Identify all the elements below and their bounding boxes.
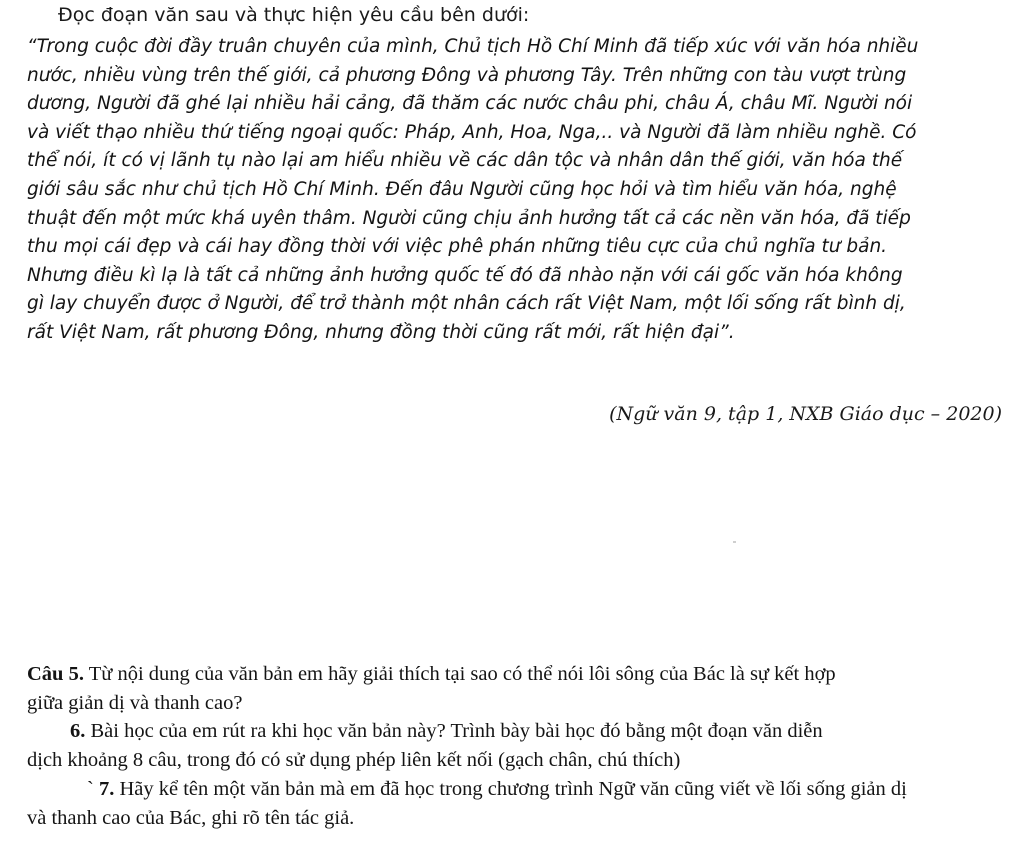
passage-line: giới sâu sắc như chủ tịch Hồ Chí Minh. Đến đâu Người cũng học hỏi và tìm hiểu văn hóa, nghệ (27, 178, 897, 200)
instruction-heading: Đọc đoạn văn sau và thực hiện yêu cầu bên dưới: (58, 4, 530, 26)
question-5-text: Từ nội dung của văn bản em hãy giải thích tại sao có thể nói lôi sông của Bác là sự kết hợp (83, 663, 836, 685)
passage-line: và viết thạo nhiều thứ tiếng ngoại quốc: Pháp, Anh, Hoa, Nga,.. và Người đã làm nhiều nghề. Có (27, 121, 917, 143)
question-7-text: Hãy kể tên một văn bản mà em đã học trong chương trình Ngữ văn cũng viết về lối sống giản dị (114, 777, 907, 800)
passage-line: “Trong cuộc đời đầy truân chuyên của mình, Chủ tịch Hồ Chí Minh đã tiếp xúc với văn hóa nhiều (27, 36, 919, 57)
question-7-line-2: và thanh cao của Bác, ghi rõ tên tác giả. (27, 806, 355, 829)
passage-line: rất Việt Nam, rất phương Đông, nhưng đồng thời cũng rất mới, rất hiện đại”. (27, 321, 735, 343)
question-7-label: 7. (98, 777, 115, 800)
question-7-line-1 (27, 775, 1012, 804)
question-5-label: Câu 5. (27, 663, 84, 685)
passage-line: gì lay chuyển được ở Người, để trở thành một nhân cách rất Việt Nam, một lối sống rất bình dị, (27, 293, 906, 315)
scan-speck (733, 541, 736, 543)
question-6-text: Bài học của em rút ra khi học văn bản này? Trình bày bài học đó bằng một đoạn văn diễn (85, 720, 823, 743)
passage-line: thu mọi cái đẹp và cái hay đồng thời với việc phê phán những tiêu cực của chủ nghĩa tư bản. (27, 236, 888, 258)
passage-line: thể nói, ít có vị lãnh tụ nào lại am hiểu nhiều về các dân tộc và nhân dân thế giới, văn hóa thế (27, 150, 903, 172)
question-6-line-1 (27, 717, 1012, 746)
question-6-label: 6. (70, 720, 86, 743)
question-5-line-2: giữa giản dị và thanh cao? (27, 691, 243, 714)
passage-line: thuật đến một mức khá uyên thâm. Người cũng chịu ảnh hưởng tất cả các nền văn hóa, đã tiếp (27, 207, 911, 229)
question-7-mark: ` (87, 777, 94, 800)
question-list (27, 660, 1012, 832)
passage-line: dương, Người đã ghé lại nhiều hải cảng, đã thăm các nước châu phi, châu Á, châu Mĩ. Người nói (27, 93, 913, 115)
source-citation: (Ngữ văn 9, tập 1, NXB Giáo dục – 2020) (609, 403, 1002, 425)
question-6-line-2: dịch khoảng 8 câu, trong đó có sử dụng phép liên kết nối (gạch chân, chú thích) (27, 749, 681, 772)
passage-line: nước, nhiều vùng trên thế giới, cả phương Đông và phương Tây. Trên những con tàu vượt trùng (27, 64, 907, 86)
quoted-passage (27, 33, 1012, 348)
passage-line: Nhưng điều kì lạ là tất cả những ảnh hưởng quốc tế đó đã nhào nặn với cái gốc văn hóa không (27, 264, 903, 286)
question-5-line-1 (27, 660, 1012, 689)
